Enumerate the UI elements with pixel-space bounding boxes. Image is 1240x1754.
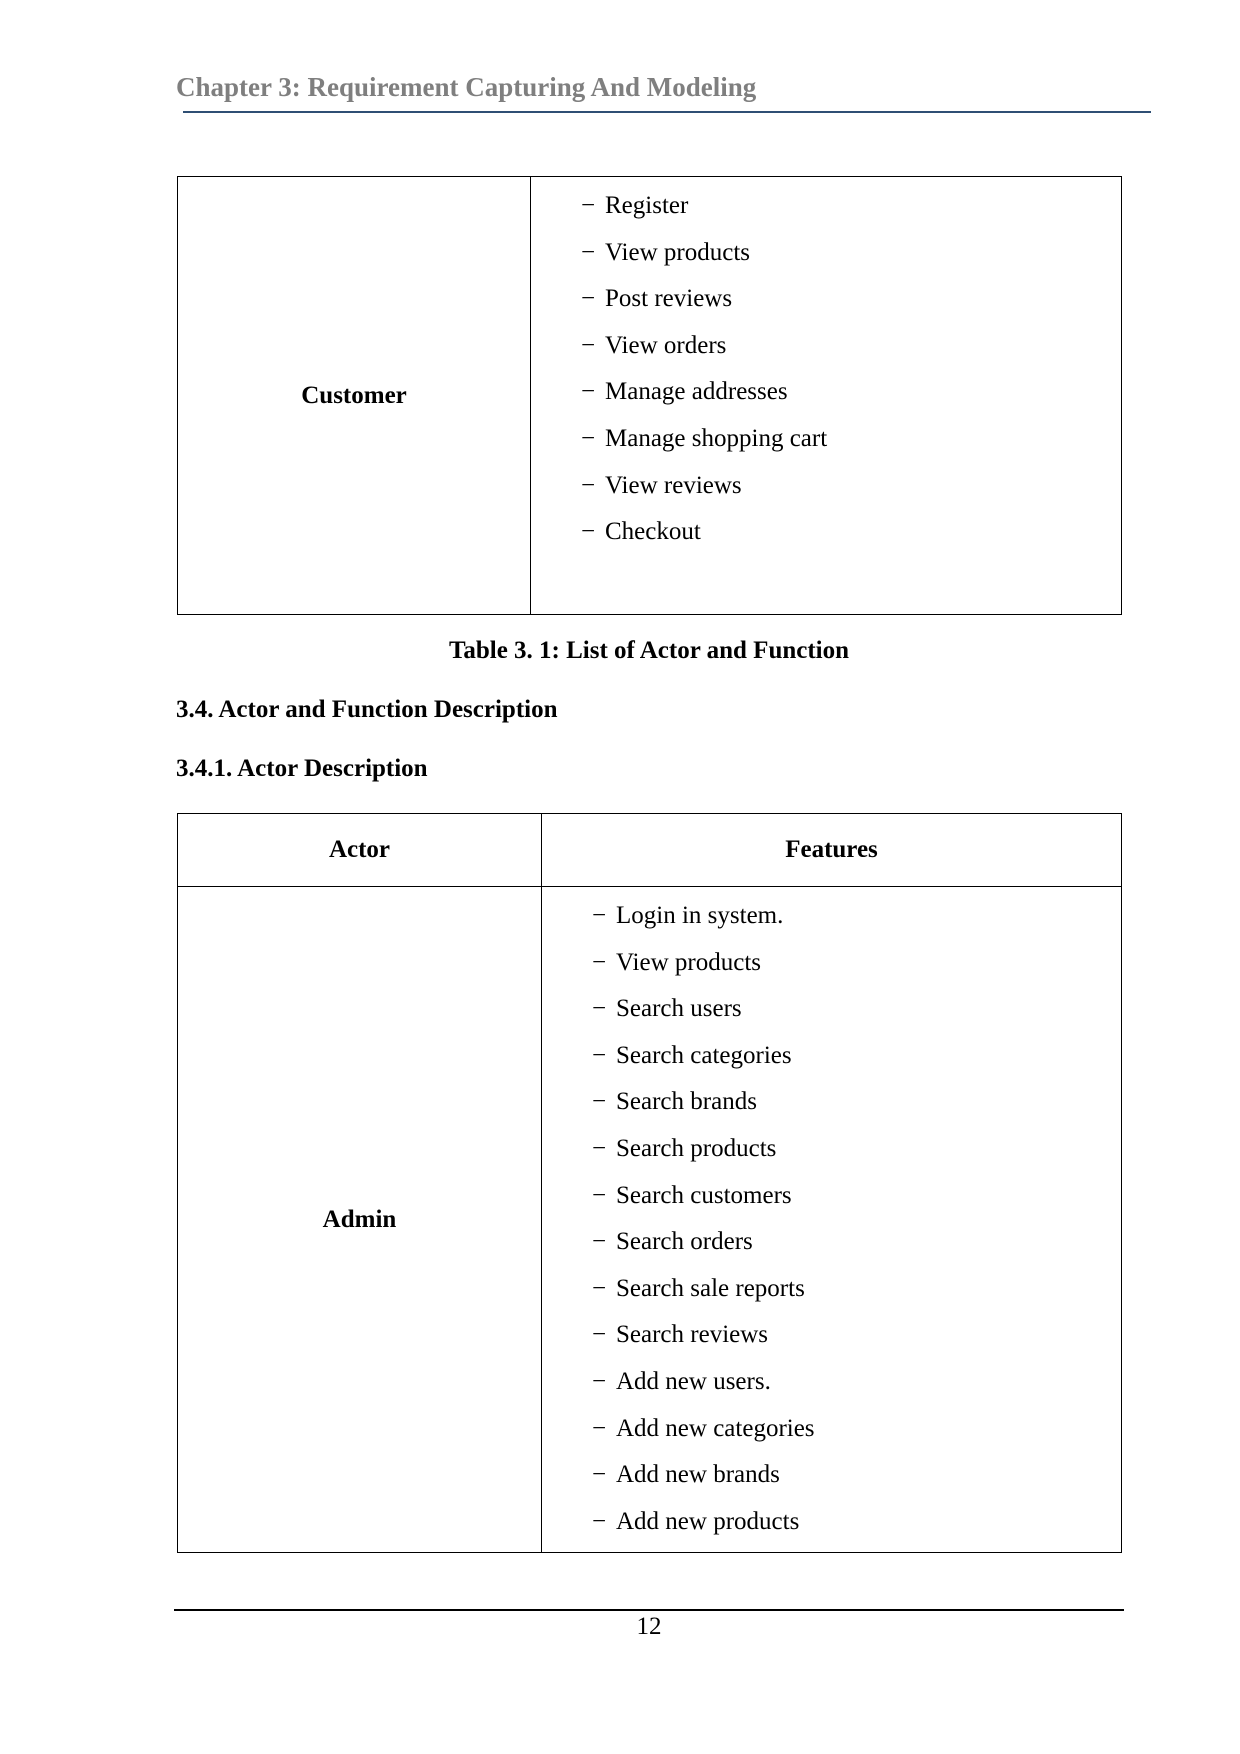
list-item-text: Search categories <box>616 1041 792 1069</box>
list-item <box>592 1312 1121 1359</box>
list-item <box>592 1359 1121 1406</box>
list-item-text: View products <box>616 948 761 976</box>
list-item <box>581 276 1121 323</box>
dash-marker: − <box>592 1367 607 1395</box>
list-item-text: Add new brands <box>616 1461 780 1489</box>
dash-marker: − <box>581 192 596 219</box>
dash-marker: − <box>581 378 596 406</box>
list-item <box>592 1499 1121 1546</box>
dash-marker: − <box>592 1228 607 1256</box>
list-item-text: Manage shopping cart <box>605 424 828 452</box>
dash-marker: − <box>581 471 596 499</box>
dash-marker: − <box>581 518 596 546</box>
dash-marker: − <box>581 424 596 452</box>
dash-marker: − <box>592 948 607 976</box>
list-item-text: Search orders <box>616 1228 753 1256</box>
list-item <box>581 323 1121 370</box>
list-item <box>592 1406 1121 1453</box>
list-item <box>592 1126 1121 1173</box>
list-item <box>592 893 1121 940</box>
actor-cell-admin: Admin <box>178 887 542 1553</box>
list-item <box>592 1033 1121 1080</box>
function-list <box>581 183 1121 556</box>
list-item <box>581 369 1121 416</box>
actor-description-table <box>177 813 1122 1553</box>
actor-cell-customer: Customer <box>178 177 531 615</box>
list-item <box>581 183 1121 230</box>
dash-marker: − <box>592 1088 607 1116</box>
dash-marker: − <box>581 331 596 359</box>
list-item <box>592 1173 1121 1220</box>
list-item-text: View reviews <box>605 471 742 499</box>
list-item-text: Add new categories <box>616 1414 815 1442</box>
footer-rule <box>174 1609 1124 1611</box>
dash-marker: − <box>592 1507 607 1535</box>
list-item <box>592 1079 1121 1126</box>
table-row <box>178 177 1122 615</box>
list-item-text: Add new users. <box>616 1367 771 1395</box>
list-item-text: Login in system. <box>616 902 784 929</box>
dash-marker: − <box>592 1461 607 1489</box>
dash-marker: − <box>592 1041 607 1069</box>
dash-marker: − <box>592 995 607 1023</box>
list-item-text: Checkout <box>605 518 701 546</box>
page-number: 12 <box>636 1613 662 1640</box>
list-item-text: Manage addresses <box>605 378 788 406</box>
list-item-text: Add new products <box>616 1507 800 1535</box>
dash-marker: − <box>581 285 596 313</box>
list-item-text: Search users <box>616 995 742 1023</box>
chapter-header: Chapter 3: Requirement Capturing And Modeling <box>176 72 757 102</box>
column-header-features: Features <box>542 814 1122 887</box>
list-item <box>592 1266 1121 1313</box>
list-item-text: Search customers <box>616 1181 792 1209</box>
feature-list-cell <box>542 887 1122 1553</box>
list-item-text: View orders <box>605 331 727 359</box>
list-item-text: Search brands <box>616 1088 757 1116</box>
list-item-text: Search sale reports <box>616 1274 805 1302</box>
dash-marker: − <box>592 1274 607 1302</box>
function-list-cell <box>531 177 1122 615</box>
dash-marker: − <box>592 1181 607 1209</box>
dash-marker: − <box>592 1414 607 1442</box>
column-header-actor: Actor <box>178 814 542 887</box>
list-item-text: Register <box>605 192 689 219</box>
list-item <box>581 230 1121 277</box>
list-item-text: Search products <box>616 1134 777 1162</box>
header-rule <box>183 111 1151 113</box>
list-item <box>581 463 1121 510</box>
dash-marker: − <box>592 902 607 929</box>
table-row <box>178 887 1122 1553</box>
table-header-row <box>178 814 1122 887</box>
dash-marker: − <box>581 238 596 266</box>
list-item-text: Post reviews <box>605 285 733 313</box>
list-item-text: Search reviews <box>616 1321 769 1349</box>
dash-marker: − <box>592 1134 607 1162</box>
table-caption: Table 3. 1: List of Actor and Function <box>448 637 850 664</box>
list-item <box>581 416 1121 463</box>
list-item <box>592 940 1121 987</box>
actor-function-table <box>177 176 1122 615</box>
dash-marker: − <box>592 1321 607 1349</box>
list-item <box>581 509 1121 556</box>
section-heading-3-4-1: 3.4.1. Actor Description <box>176 755 428 782</box>
section-heading-3-4: 3.4. Actor and Function Description <box>176 696 558 723</box>
feature-list <box>592 893 1121 1545</box>
list-item <box>592 986 1121 1033</box>
list-item-text: View products <box>605 238 750 266</box>
list-item <box>592 1219 1121 1266</box>
list-item <box>592 1452 1121 1499</box>
